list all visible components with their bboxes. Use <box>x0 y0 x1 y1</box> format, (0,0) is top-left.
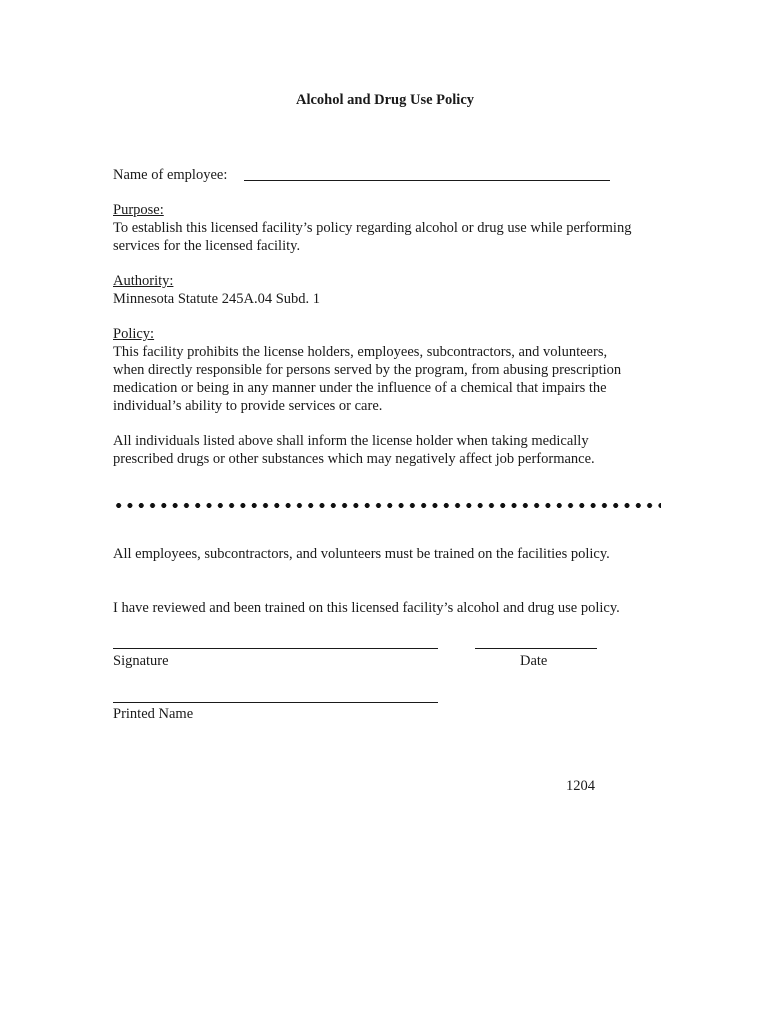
acknowledgement-statement: I have reviewed and been trained on this licensed facility’s alcohol and drug use policy. <box>113 600 620 616</box>
policy-text-2 <box>113 432 673 468</box>
policy-line: prescribed drugs or other substances which may negatively affect job performance. <box>113 451 595 467</box>
purpose-heading: Purpose: <box>113 202 164 218</box>
purpose-line: services for the licensed facility. <box>113 238 301 254</box>
dotted-separator <box>113 503 661 508</box>
date-label: Date <box>520 653 548 669</box>
policy-heading: Policy: <box>113 326 155 342</box>
signature-field[interactable] <box>113 634 438 649</box>
policy-line: This facility prohibits the license holders, employees, subcontractors, and volunteers, <box>113 344 608 360</box>
authority-heading: Authority: <box>113 273 174 289</box>
authority-text: Minnesota Statute 245A.04 Subd. 1 <box>113 291 321 307</box>
document-title: Alcohol and Drug Use Policy <box>295 92 475 108</box>
policy-text <box>113 343 673 415</box>
form-number: 1204 <box>566 778 595 794</box>
printed-name-label: Printed Name <box>113 706 194 722</box>
date-field[interactable] <box>475 634 597 649</box>
policy-line: medication or being in any manner under the influence of a chemical that impairs the <box>113 380 607 396</box>
employee-name-label: Name of employee: <box>113 167 228 183</box>
policy-line: when directly responsible for persons served by the program, from abusing prescription <box>113 362 622 378</box>
training-statement: All employees, subcontractors, and volunteers must be trained on the facilities policy. <box>113 546 610 562</box>
policy-line: individual’s ability to provide services or care. <box>113 398 383 414</box>
purpose-text <box>113 219 673 255</box>
employee-name-field[interactable] <box>244 165 610 181</box>
signature-label: Signature <box>113 653 169 669</box>
policy-line: All individuals listed above shall inform the license holder when taking medically <box>113 433 589 449</box>
printed-name-field[interactable] <box>113 688 438 703</box>
purpose-line: To establish this licensed facility’s policy regarding alcohol or drug use while performing <box>113 220 632 236</box>
